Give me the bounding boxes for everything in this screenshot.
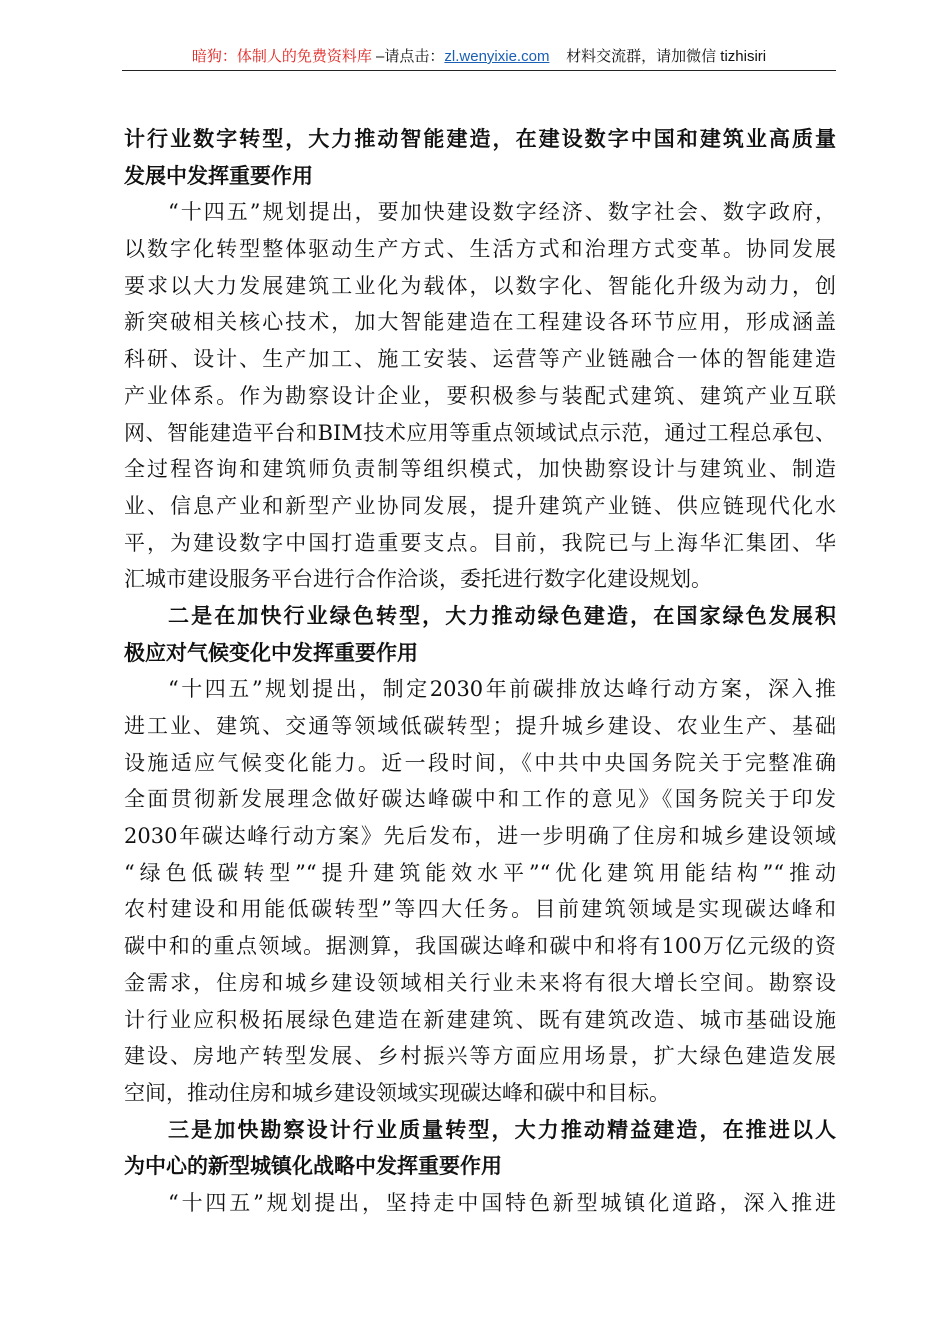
section-heading <box>124 1112 836 1185</box>
text-line: 进工业、建筑、交通等领域低碳转型；提升城乡建设、农业生产、基础 <box>124 714 836 738</box>
header-link[interactable]: zl.wenyixie.com <box>444 48 550 65</box>
text-line: 全面贯彻新发展理念做好碳达峰碳中和工作的意见》《国务院关于印发 <box>124 787 836 812</box>
text-line: 空间，推动住房和城乡建设领域实现碳达峰和碳中和目标。 <box>124 1080 670 1105</box>
text-line: 为中心的新型城镇化战略中发挥重要作用 <box>124 1153 502 1179</box>
text-line: 计行业应积极拓展绿色建造在新建建筑、既有建筑改造、城市基础设施 <box>124 1007 836 1032</box>
text-line: 极应对气候变化中发挥重要作用 <box>124 639 418 665</box>
text-line: 建设、房地产转型发展、乡村振兴等方面应用场景，扩大绿色建造发展 <box>124 1044 836 1069</box>
document-body <box>124 121 836 1222</box>
text-line: 以数字化转型整体驱动生产方式、生活方式和治理方式变革。协同发展 <box>124 237 836 262</box>
paragraph <box>124 1185 836 1222</box>
text-line: “十四五”规划提出，要加快建设数字经济、数字社会、数字政府， <box>168 200 836 225</box>
text-line: “十四五”规划提出，坚持走中国特色新型城镇化道路，深入推进 <box>168 1190 836 1215</box>
text-line: 产业体系。作为勘察设计企业，要积极参与装配式建筑、建筑产业互联 <box>124 383 836 408</box>
text-line: 汇城市建设服务平台进行合作洽谈，委托进行数字化建设规划。 <box>124 567 712 592</box>
text-line: 发展中发挥重要作用 <box>124 162 313 188</box>
page-header <box>122 46 836 71</box>
text-line: 全过程咨询和建筑师负责制等组织模式，加快勘察设计与建筑业、制造 <box>124 457 836 482</box>
paragraph <box>124 671 836 1111</box>
text-line: 计行业数字转型，大力推动智能建造，在建设数字中国和建筑业高质量 <box>124 126 836 151</box>
text-line: 新突破相关核心技术，加大智能建造在工程建设各环节应用，形成涵盖 <box>124 310 836 335</box>
header-brand: 暗狗：体制人的免费资料库 <box>191 48 372 65</box>
text-line: 碳中和的重点领域。据测算，我国碳达峰和碳中和将有100万亿元级的资 <box>124 934 836 959</box>
text-line: 二是在加快行业绿色转型，大力推动绿色建造，在国家绿色发展积 <box>168 602 836 628</box>
section-heading <box>124 121 836 194</box>
text-line: 农村建设和用能低碳转型”等四大任务。目前建筑领域是实现碳达峰和 <box>124 897 836 922</box>
header-prompt: –请点击： <box>371 48 445 65</box>
text-line: “绿色低碳转型”“提升建筑能效水平”“优化建筑用能结构”“推动 <box>124 860 836 885</box>
text-line: 网、智能建造平台和BIM技术应用等重点领域试点示范，通过工程总承包、 <box>124 420 836 445</box>
text-line: “十四五”规划提出，制定2030年前碳排放达峰行动方案，深入推 <box>168 677 836 702</box>
text-line: 三是加快勘察设计行业质量转型，大力推动精益建造，在推进以人 <box>168 1116 836 1142</box>
text-line: 科研、设计、生产加工、施工安装、运营等产业链融合一体的智能建造 <box>124 347 836 372</box>
paragraph <box>124 194 836 598</box>
header-wechat: 材料交流群，请加微信 tizhisiri <box>566 48 767 65</box>
section-heading <box>124 598 836 671</box>
text-line: 金需求，住房和城乡建设领域相关行业未来将有很大增长空间。勘察设 <box>124 970 836 995</box>
text-line: 业、信息产业和新型产业协同发展，提升建筑产业链、供应链现代化水 <box>124 493 836 518</box>
text-line: 设施适应气候变化能力。近一段时间，《中共中央国务院关于完整准确 <box>124 750 836 775</box>
text-line: 平，为建设数字中国打造重要支点。目前，我院已与上海华汇集团、华 <box>124 530 836 555</box>
text-line: 要求以大力发展建筑工业化为载体，以数字化、智能化升级为动力，创 <box>124 273 836 298</box>
text-line: 2030年碳达峰行动方案》先后发布，进一步明确了住房和城乡建设领域 <box>124 824 836 849</box>
